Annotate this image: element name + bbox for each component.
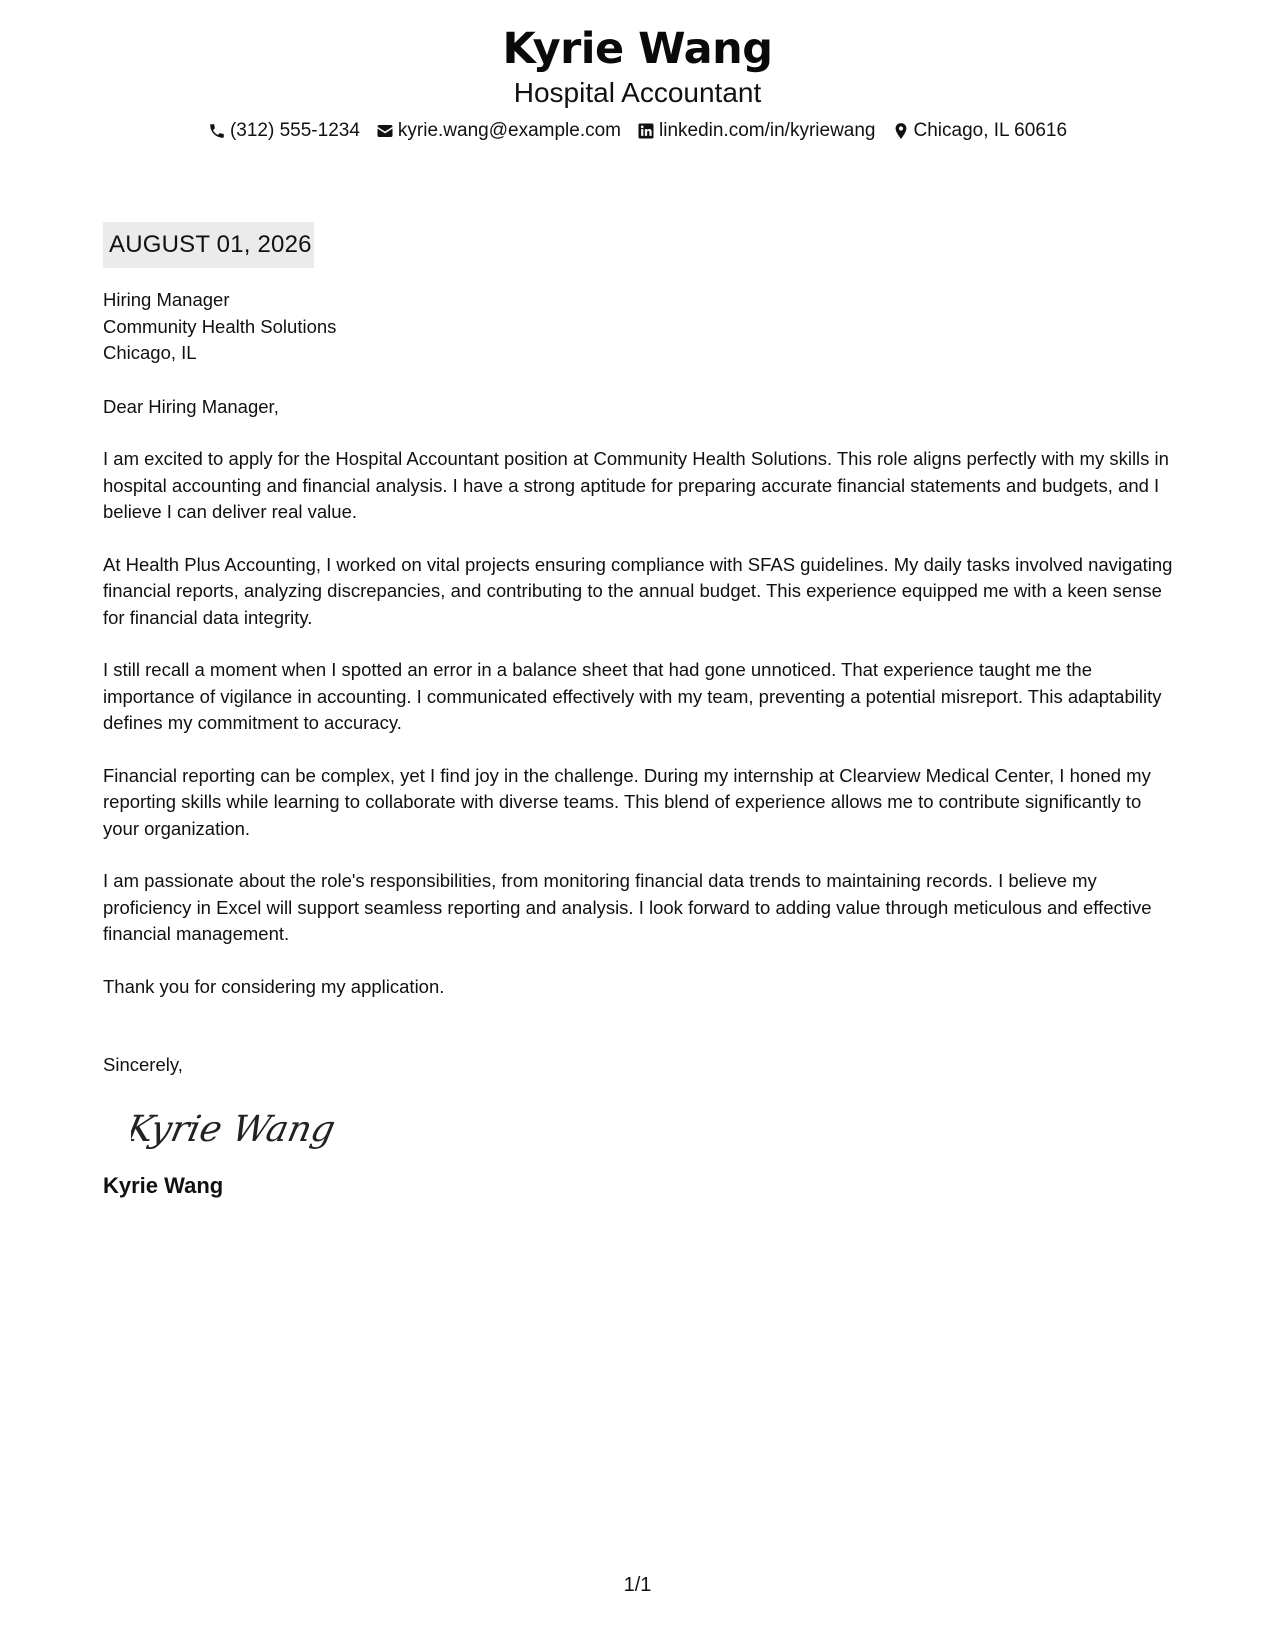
contact-location (892, 118, 1068, 144)
recipient-line: Hiring Manager (103, 289, 230, 310)
recipient-line: Chicago, IL (103, 342, 197, 363)
body-paragraph: Thank you for considering my application. (103, 975, 445, 997)
contact-info-row (0, 118, 1275, 144)
contact-email (376, 118, 621, 144)
linkedin-link[interactable]: linkedin.com/in/kyriewang (659, 120, 876, 141)
applicant-job-title: Hospital Accountant (513, 77, 762, 108)
signature-text: Kyrie Wang (131, 1106, 340, 1150)
phone-icon (208, 122, 226, 140)
body-paragraph: I still recall a moment when I spotted an error in a balance sheet that had gone unnoticed. That experience taught me the importance of vigilance in accounting. I communicated effectively with my team, preventing a potential misreport. This adaptability defines my commitment to accuracy. (103, 659, 1162, 733)
body-paragraph: Financial reporting can be complex, yet I find joy in the challenge. During my internship at Clearview Medical Center, I honed my reporting skills while learning to collaborate with diverse teams. This blend of experience allows me to contribute significantly to your organization. (103, 764, 1151, 839)
letter-header (0, 22, 1275, 144)
recipient-block (103, 287, 1178, 367)
linkedin-icon (637, 122, 655, 140)
email-link[interactable]: kyrie.wang@example.com (397, 120, 621, 141)
contact-linkedin (637, 118, 876, 144)
closing: Sincerely, (103, 1054, 183, 1075)
contact-phone (208, 118, 360, 144)
signer-name: Kyrie Wang (103, 1172, 224, 1198)
salutation: Dear Hiring Manager, (103, 395, 279, 417)
letter-date: AUGUST 01, 2026 (103, 222, 314, 268)
body-paragraph: At Health Plus Accounting, I worked on vital projects ensuring compliance with SFAS guidelines. My daily tasks involved navigating financial reports, analyzing discrepancies, and contributing to the annual budget. This experience equipped me with a keen sense for financial data integrity. (103, 553, 1173, 628)
page-number: 1/1 (623, 1574, 652, 1596)
map-pin-icon (892, 122, 910, 140)
phone-text: (312) 555-1234 (229, 120, 360, 141)
letter-body (103, 222, 1178, 1201)
envelope-icon (376, 122, 394, 140)
handwritten-signature (131, 1099, 341, 1161)
body-paragraph: I am excited to apply for the Hospital Accountant position at Community Health Solutions. This role aligns perfectly with my skills in hospital accounting and financial analysis. I have a strong aptitude for preparing accurate financial statements and budgets, and I believe I can deliver real value. (103, 448, 1169, 522)
body-paragraph: I am passionate about the role's responsibilities, from monitoring financial data trends to maintaining records. I believe my proficiency in Excel will support seamless reporting and analysis. I look forward to adding value through meticulous and effective financial management. (103, 870, 1152, 944)
recipient-line: Community Health Solutions (103, 315, 337, 337)
applicant-name: Kyrie Wang (502, 24, 773, 74)
location-text: Chicago, IL 60616 (913, 120, 1068, 141)
